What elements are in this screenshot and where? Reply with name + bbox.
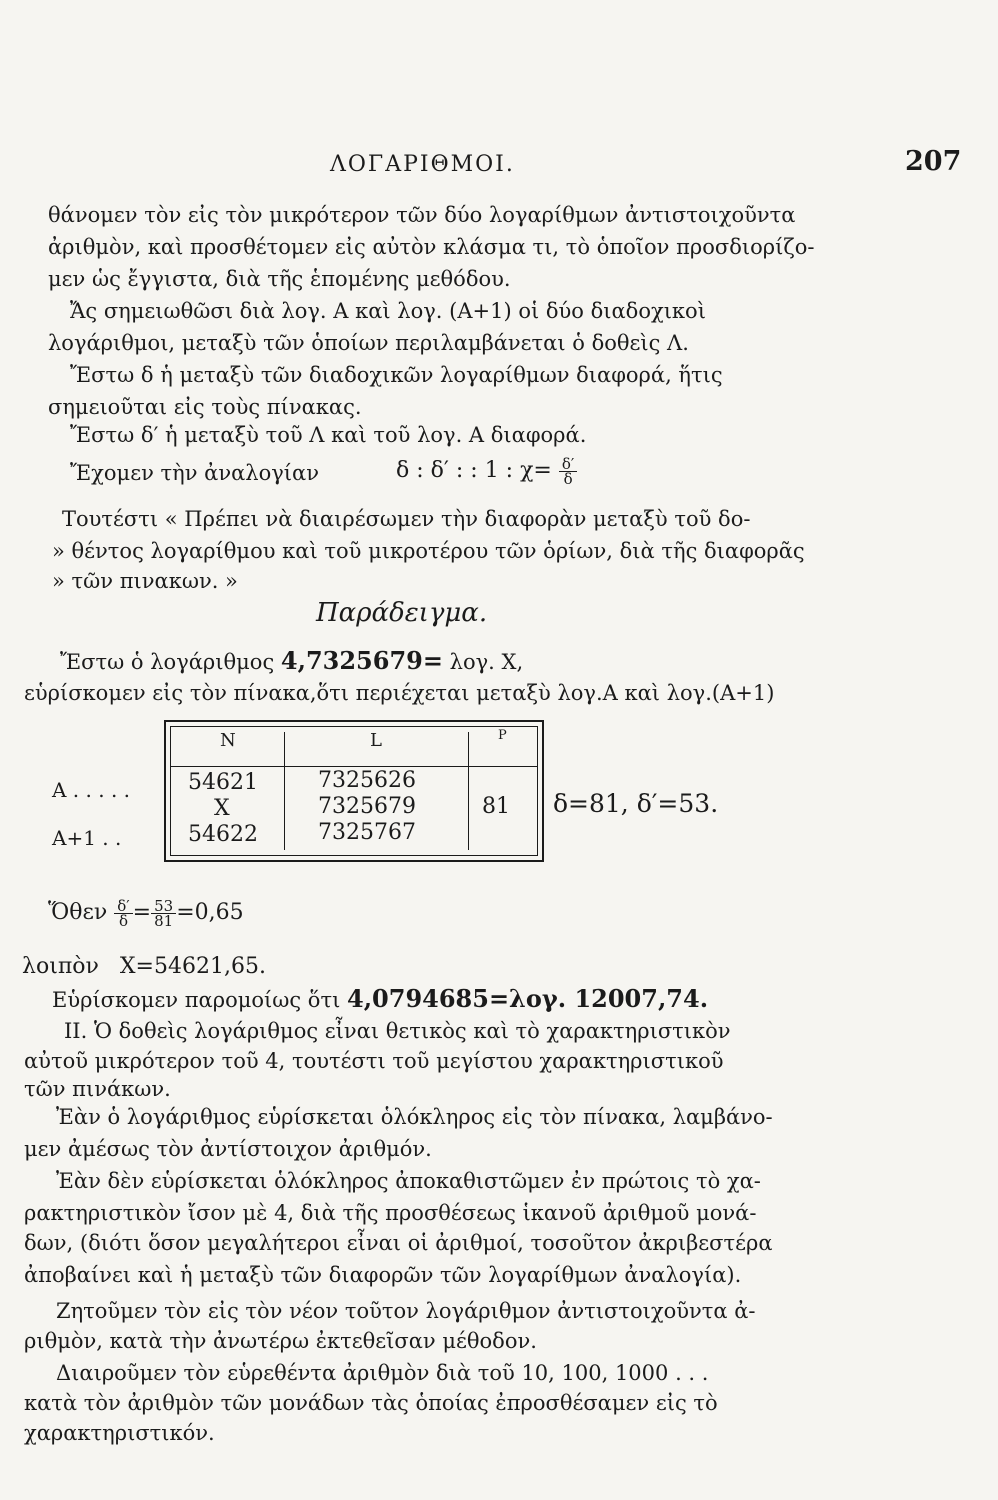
table-divider: [468, 732, 469, 850]
example-heading: Παράδειγμα.: [316, 598, 488, 628]
cell-l: 7325767: [318, 820, 416, 845]
text-line: τῶν πινάκων.: [24, 1077, 171, 1101]
text-line: Τουτέστι « Πρέπει νὰ διαιρέσωμεν τὴν διαφορὰν μεταξὺ τοῦ δο-: [62, 507, 751, 531]
cell-n: 54621: [188, 770, 258, 795]
header-p: P: [498, 728, 507, 743]
text-line: » θέντος λογαρίθμου καὶ τοῦ μικροτέρου τῶν ὁρίων, διὰ τῆς διαφορᾶς: [52, 539, 805, 563]
result-loipon: λοιπὸν: [22, 954, 99, 979]
text-line: Ἔστω δ ἡ μεταξὺ τῶν διαδοχικῶν λογαρίθμων διαφορά, ἥτις: [70, 363, 723, 387]
text-line: αὐτοῦ μικρότερον τοῦ 4, τουτέστι τοῦ μεγίστου χαρακτηριστικοῦ: [24, 1049, 724, 1073]
text-line: κατὰ τὸν ἀριθμὸν τῶν μονάδων τὰς ὁποίας ἐπροσθέσαμεν εἰς τὸ: [24, 1391, 718, 1415]
row-label-a-plus-1: Α+1 . .: [52, 826, 122, 850]
table-divider: [284, 732, 285, 850]
result-fraction-2: [151, 896, 176, 930]
similarly-value: 4,0794685=λογ. 12007,74.: [347, 984, 709, 1013]
text-line: χαρακτηριστικόν.: [24, 1421, 215, 1445]
text-line: σημειοῦται εἰς τοὺς πίνακας.: [48, 395, 362, 419]
text-line: θάνομεν τὸν εἰς τὸν μικρότερον τῶν δύο λογαρίθμων ἀντιστοιχοῦντα: [48, 203, 796, 227]
fraction-numerator: δ′: [114, 899, 132, 914]
text-line: Διαιροῦμεν τὸν εὑρεθέντα ἀριθμὸν διὰ τοῦ 10, 100, 1000 . . .: [56, 1361, 709, 1385]
cell-l: 7325679: [318, 794, 416, 819]
result-line: Ὅθεν $\frac{\delta'}{\delta}$ = $\frac{53}{81}$ =0,65: [48, 896, 244, 930]
proportion-label: Ἔχομεν τὴν ἀναλογίαν: [70, 461, 319, 485]
text-line: Ἄς σημειωθῶσι διὰ λογ. Α καὶ λογ. (Α+1) οἱ δύο διαδοχικοὶ: [70, 299, 706, 323]
example-text: λογ. Χ,: [449, 650, 524, 674]
fraction-denominator: δ: [563, 469, 573, 488]
delta-values: δ=81, δ′=53.: [553, 789, 719, 818]
cell-n: Χ: [214, 796, 230, 821]
text-line: δων, (διότι ὅσον μεγαλήτεροι εἶναι οἱ ἀριθμοί, τοσοῦτον ἀκριβεστέρα: [24, 1231, 773, 1255]
text-line: λογάριθμοι, μεταξὺ τῶν ὁποίων περιλαμβάνεται ὁ δοθεὶς Λ.: [48, 331, 689, 355]
text-line: Ζητοῦμεν τὸν εἰς τὸν νέον τοῦτον λογάριθμον ἀντιστοιχοῦντα ἀ-: [56, 1299, 756, 1323]
result-value: =0,65: [176, 900, 244, 925]
row-label-a: Α . . . . .: [52, 778, 131, 802]
fraction-numerator: δ′: [559, 457, 577, 472]
proportion-fraction: [559, 454, 577, 488]
proportion-expression: [396, 456, 577, 486]
proportion-expr: δ : δ′ : : 1 : χ=: [396, 458, 552, 483]
similarly-line: [52, 984, 708, 1015]
example-line: [60, 646, 523, 677]
text-line: ἀποβαίνει καὶ ἡ μεταξὺ τῶν διαφορῶν τῶν λογαρίθμων ἀναλογία).: [24, 1263, 742, 1287]
text-line: Ἐὰν ὁ λογάριθμος εὑρίσκεται ὁλόκληρος εἰς τὸν πίνακα, λαμβάνο-: [56, 1105, 773, 1129]
log-table: [164, 720, 544, 862]
example-text: Ἔστω ὁ λογάριθμος: [60, 650, 275, 674]
cell-n: 54622: [188, 822, 258, 847]
result-fraction-1: [114, 896, 132, 930]
result-hothen: Ὅθεν: [48, 900, 108, 925]
running-header: ΛΟΓΑΡΙΘΜΟΙ.: [330, 152, 515, 177]
text-line: » τῶν πινακων. »: [52, 569, 238, 593]
example-log-value: 4,7325679=: [280, 646, 443, 675]
text-line: Ἐὰν δὲν εὑρίσκεται ὁλόκληρος ἀποκαθιστῶμεν ἐν πρώτοις τὸ χα-: [56, 1169, 761, 1193]
similarly-text: Εὑρίσκομεν παρομοίως ὅτι: [52, 988, 341, 1012]
result-x-line: [22, 952, 266, 982]
text-line: Ἔστω δ′ ἡ μεταξὺ τοῦ Λ καὶ τοῦ λογ. Α διαφορά.: [70, 423, 587, 447]
text-line: ριθμὸν, κατὰ τὴν ἀνωτέρω ἐκτεθεῖσαν μέθοδον.: [24, 1329, 537, 1353]
text-line: ΙΙ. Ὁ δοθεὶς λογάριθμος εἶναι θετικὸς καὶ τὸ χαρακτηριστικὸν: [64, 1019, 731, 1043]
table-header-rule: [170, 766, 538, 767]
text-line: μεν ἀμέσως τὸν ἀντίστοιχον ἀριθμόν.: [24, 1137, 432, 1161]
header-l: L: [370, 730, 382, 751]
text-line: ἀριθμὸν, καὶ προσθέτομεν εἰς αὐτὸν κλάσμα τι, τὸ ὁποῖον προσδιορίζο-: [48, 235, 815, 259]
header-n: N: [220, 730, 236, 751]
text-line: ρακτηριστικὸν ἴσον μὲ 4, διὰ τῆς προσθέσεως ἱκανοῦ ἀριθμοῦ μονά-: [24, 1201, 757, 1225]
text-line: μεν ὡς ἔγγιστα, διὰ τῆς ἑπομένης μεθόδου.: [48, 267, 511, 291]
text-line: εὑρίσκομεν εἰς τὸν πίνακα,ὅτι περιέχεται μεταξὺ λογ.Α καὶ λογ.(Α+1): [24, 681, 775, 705]
fraction-denominator: δ: [118, 911, 128, 930]
fraction-numerator: 53: [151, 899, 176, 914]
result-x-value: Χ=54621,65.: [119, 954, 266, 979]
cell-l: 7325626: [318, 768, 416, 793]
cell-p: 81: [482, 794, 510, 819]
fraction-denominator: 81: [154, 911, 174, 930]
page-number: 207: [905, 146, 962, 177]
